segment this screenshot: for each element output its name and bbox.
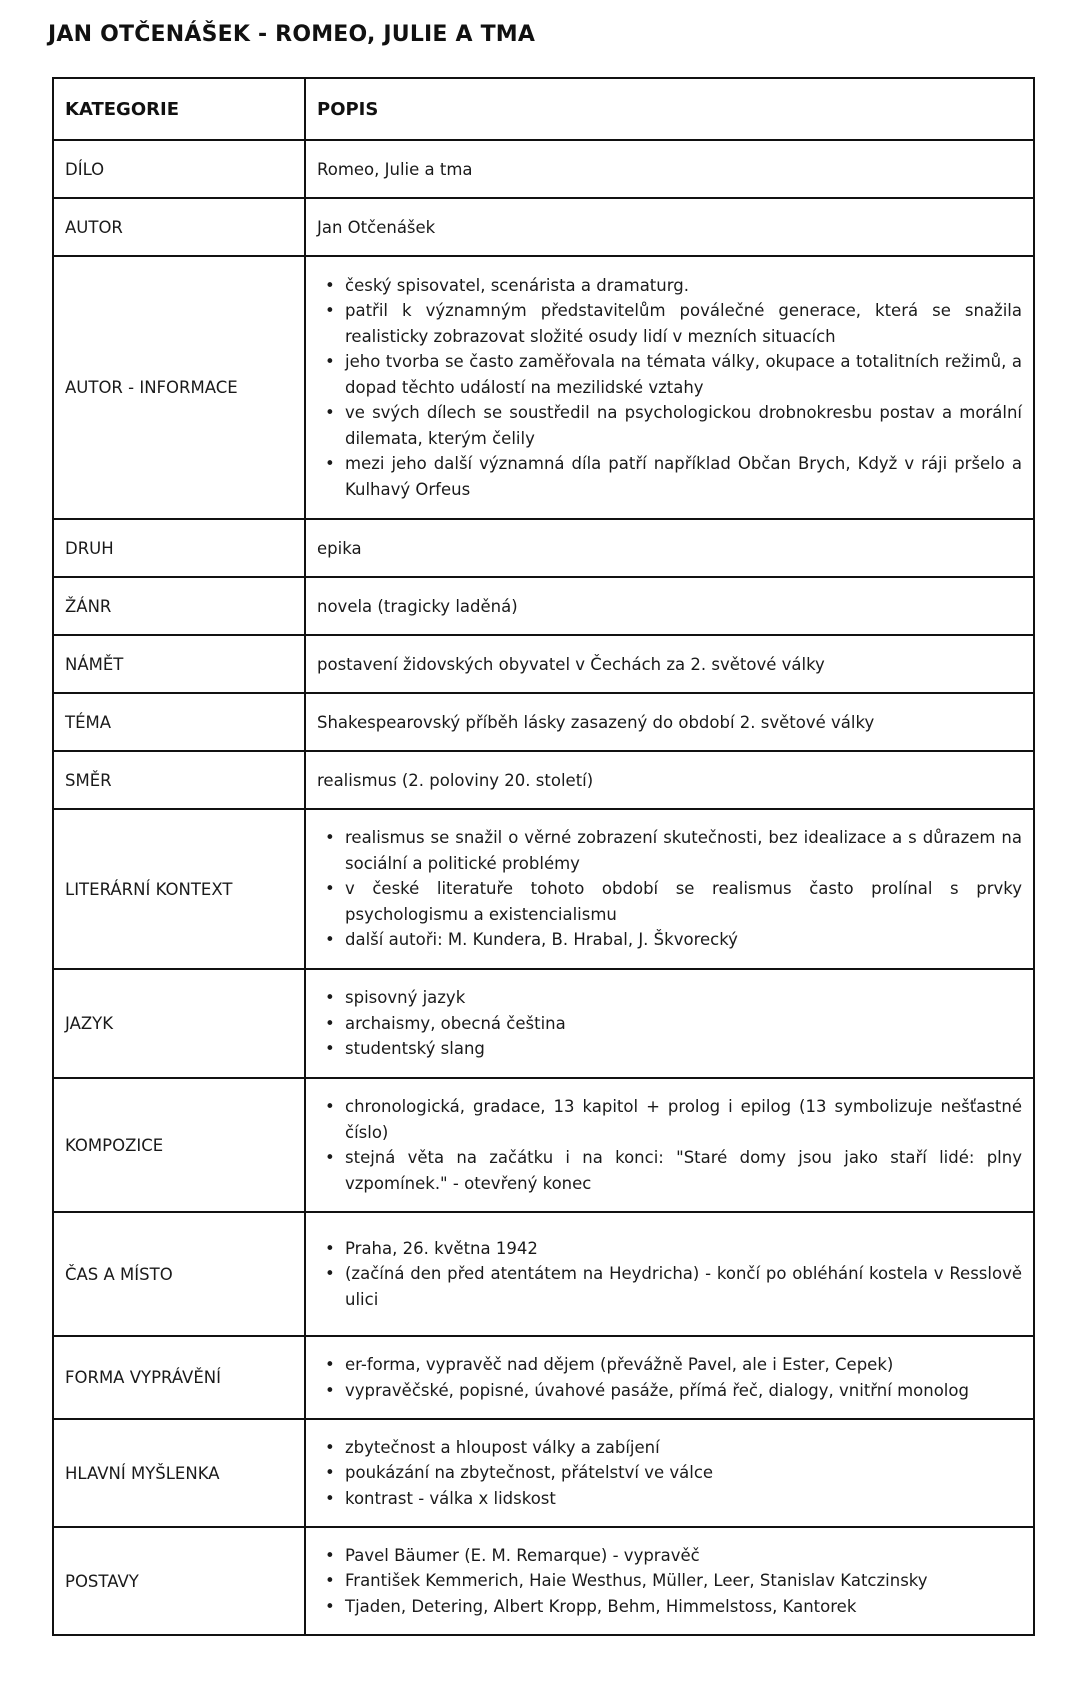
- value-cell: [305, 1419, 1034, 1527]
- list-item: • Pavel Bäumer (E. M. Remarque) - vypravěč: [345, 1543, 1022, 1569]
- row-tema: [53, 693, 1034, 751]
- value-cell: [305, 1212, 1034, 1336]
- row-autor: [53, 198, 1034, 256]
- category-cell: FORMA VYPRÁVĚNÍ: [53, 1336, 305, 1419]
- row-forma-vypraveni: [53, 1336, 1034, 1419]
- list-item: • patřil k významným představitelům poválečné generace, která se snažila realisticky zobrazovat složité osudy lidí v mezních situacích: [345, 298, 1022, 349]
- category-cell: DÍLO: [53, 140, 305, 198]
- category-cell: POSTAVY: [53, 1527, 305, 1635]
- list-item: • v české literatuře tohoto období se realismus často prolínal s prvky psychologismu a existencialismu: [345, 876, 1022, 927]
- value-cell: [305, 256, 1034, 519]
- header-description: POPIS: [305, 78, 1034, 140]
- row-druh: [53, 519, 1034, 577]
- list-item: • chronologická, gradace, 13 kapitol + prolog i epilog (13 symbolizuje nešťastné číslo): [345, 1094, 1022, 1145]
- category-cell: LITERÁRNÍ KONTEXT: [53, 809, 305, 969]
- list-item: • realismus se snažil o věrné zobrazení skutečnosti, bez idealizace a s důrazem na sociální a politické problémy: [345, 825, 1022, 876]
- list-item: • zbytečnost a hloupost války a zabíjení: [345, 1435, 1022, 1461]
- value-cell: [305, 1336, 1034, 1419]
- category-cell: SMĚR: [53, 751, 305, 809]
- row-dilo: [53, 140, 1034, 198]
- list-item: • studentský slang: [345, 1036, 1022, 1062]
- list-item: • Tjaden, Detering, Albert Kropp, Behm, Himmelstoss, Kantorek: [345, 1594, 1022, 1620]
- value-cell: postavení židovských obyvatel v Čechách za 2. světové války: [305, 635, 1034, 693]
- value-cell: epika: [305, 519, 1034, 577]
- list-item: • stejná věta na začátku i na konci: "Staré domy jsou jako staří lidé: plny vzpomínek." - otevřený konec: [345, 1145, 1022, 1196]
- bullet-list: [317, 985, 1022, 1062]
- value-cell: [305, 1527, 1034, 1635]
- bullet-list: [317, 273, 1022, 503]
- table-header-row: [53, 78, 1034, 140]
- category-cell: AUTOR: [53, 198, 305, 256]
- value-cell: realismus (2. poloviny 20. století): [305, 751, 1034, 809]
- row-jazyk: [53, 969, 1034, 1078]
- list-item: • vypravěčské, popisné, úvahové pasáže, přímá řeč, dialogy, vnitřní monolog: [345, 1378, 1022, 1404]
- bullet-list: [317, 1352, 1022, 1403]
- row-smer: [53, 751, 1034, 809]
- list-item: • spisovný jazyk: [345, 985, 1022, 1011]
- category-cell: KOMPOZICE: [53, 1078, 305, 1212]
- bullet-list: [317, 1543, 1022, 1620]
- category-cell: ČAS A MÍSTO: [53, 1212, 305, 1336]
- row-literarni-kontext: [53, 809, 1034, 969]
- list-item: • (začíná den před atentátem na Heydricha) - končí po obléhání kostela v Resslově ulici: [345, 1261, 1022, 1312]
- category-cell: JAZYK: [53, 969, 305, 1078]
- value-cell: Shakespearovský příběh lásky zasazený do období 2. světové války: [305, 693, 1034, 751]
- category-cell: DRUH: [53, 519, 305, 577]
- bullet-list: [317, 1094, 1022, 1196]
- list-item: • český spisovatel, scenárista a dramaturg.: [345, 273, 1022, 299]
- bullet-list: [317, 1435, 1022, 1512]
- row-hlavni-myslenka: [53, 1419, 1034, 1527]
- list-item: • kontrast - válka x lidskost: [345, 1486, 1022, 1512]
- value-cell: [305, 1078, 1034, 1212]
- bullet-list: [317, 825, 1022, 953]
- list-item: • mezi jeho další významná díla patří například Občan Brych, Když v ráji pršelo a Kulhavý Orfeus: [345, 451, 1022, 502]
- list-item: • poukázání na zbytečnost, přátelství ve válce: [345, 1460, 1022, 1486]
- list-item: • ve svých dílech se soustředil na psychologickou drobnokresbu postav a morální dilemata, kterým čelily: [345, 400, 1022, 451]
- list-item: • archaismy, obecná čeština: [345, 1011, 1022, 1037]
- value-cell: [305, 809, 1034, 969]
- info-table: [52, 77, 1035, 1636]
- value-cell: novela (tragicky laděná): [305, 577, 1034, 635]
- value-cell: [305, 969, 1034, 1078]
- row-postavy: [53, 1527, 1034, 1635]
- row-kompozice: [53, 1078, 1034, 1212]
- list-item: • František Kemmerich, Haie Westhus, Müller, Leer, Stanislav Katczinsky: [345, 1568, 1022, 1594]
- row-namet: [53, 635, 1034, 693]
- category-cell: AUTOR - INFORMACE: [53, 256, 305, 519]
- row-cas-a-misto: [53, 1212, 1034, 1336]
- value-cell: Jan Otčenášek: [305, 198, 1034, 256]
- list-item: • er-forma, vypravěč nad dějem (převážně Pavel, ale i Ester, Cepek): [345, 1352, 1022, 1378]
- category-cell: HLAVNÍ MYŠLENKA: [53, 1419, 305, 1527]
- header-category: KATEGORIE: [53, 78, 305, 140]
- list-item: • Praha, 26. května 1942: [345, 1236, 1022, 1262]
- value-cell: Romeo, Julie a tma: [305, 140, 1034, 198]
- bullet-list: [317, 1236, 1022, 1313]
- page-title: JAN OTČENÁŠEK - ROMEO, JULIE A TMA: [48, 22, 536, 47]
- row-autor-informace: [53, 256, 1034, 519]
- category-cell: ŽÁNR: [53, 577, 305, 635]
- row-zanr: [53, 577, 1034, 635]
- category-cell: TÉMA: [53, 693, 305, 751]
- category-cell: NÁMĚT: [53, 635, 305, 693]
- list-item: • další autoři: M. Kundera, B. Hrabal, J. Škvorecký: [345, 927, 1022, 953]
- list-item: • jeho tvorba se často zaměřovala na témata války, okupace a totalitních režimů, a dopad těchto událostí na mezilidské vztahy: [345, 349, 1022, 400]
